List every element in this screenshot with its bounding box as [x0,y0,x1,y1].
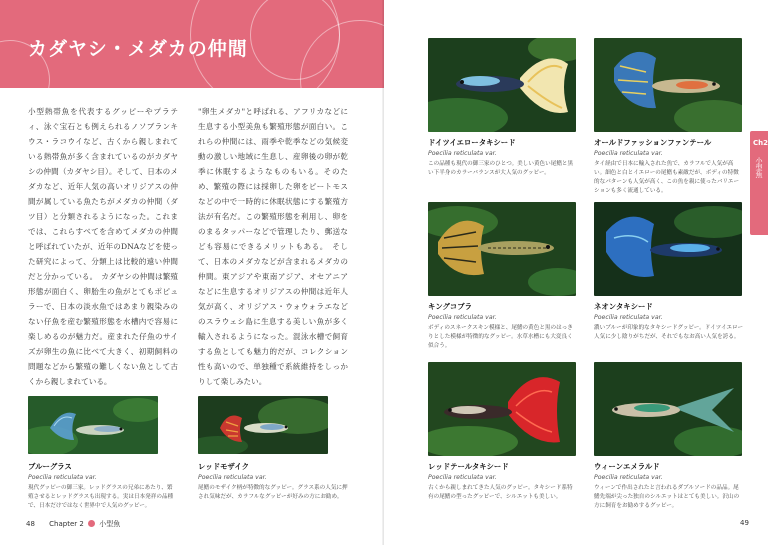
fish-name: ネオンタキシード [594,302,653,311]
right-page [384,0,768,545]
fish-name: ドイツイエロータキシード [428,138,516,147]
side-tab-number: Ch2 [753,139,768,147]
fish-name: レッドテールタキシード [428,462,509,471]
fish-photo-blue-grass [28,396,158,454]
page-number-right: 49 [740,519,749,527]
fish-photo-red-tail-tuxedo [428,362,576,456]
fish-description: 尾鰭のモザイク柄が特徴的なグッピー。グラス系の人気に押され気味だが、カラフルなグッピーが好みの方にお勧め。 [198,485,348,500]
footer-left [26,519,120,529]
fish-name: ブルーグラス [28,462,72,471]
fish-photo-neon-tuxedo [594,202,742,296]
fish-description: 古くから親しまれてきた人気のグッピー。タキシード系特有の尾鰭の型ったグッピーで、シルエットも美しい。 [428,485,573,500]
fish-scientific-name: Poecilia reticulata var. [428,474,497,481]
fish-description: 濃いブルーが印象的なタキシードグッピー。ドイツイエロー人気に少し陰りがちだが、それでもなお高い人気を誇る。 [594,325,744,340]
side-tab-label: 小型魚 [755,157,763,178]
fish-description: タイ経由で日本に輸入された魚で、カラフルで人気が高い。細色と白とイエローの尾鰭も素敵だが、ボディの特徴的なパターンも人気が高く、この魚を親に使ったバリエーションも多く流通している。 [594,161,740,194]
fish-photo-german-yellow-tuxedo [428,38,576,132]
fish-name: オールドファッションファンテール [594,138,712,147]
chapter-banner [0,0,384,88]
fish-scientific-name: Poecilia reticulata var. [594,314,663,321]
fish-caption-king-cobra [428,301,578,351]
chapter-dot-icon [88,520,95,527]
fish-description: 現代グッピーの御三家。レッドグラスの兄弟にあたり、繁殖させるとレッドグラスも出現する。実は日本発祥の品種で、日本だけではなく世界中で人気のグッピー。 [28,485,174,509]
fish-caption-vienna-emerald [594,461,744,511]
body-text-column-1: 小型熱帯魚を代表するグッピーやプラティ、泳ぐ宝石とも例えられるノソブランキウス・ラコウイなど、古くから親しまれている熱帯魚が多く含まれているのがカダヤシの仲間（カダヤシ目）。そして、日本のメダカなど、近年人気の高いオリジアスの仲間が属している魚たちがメダカの仲間（ダツ目）と分類されるようになった。これまでは、これらすべてを含めてメダカの仲間と呼ばれていたが、近年のDNAなどを使った研究によって、分類上は比較的遠い仲間だと分かっている。 カダヤシの仲間は繁殖形態が面白く、卵胎生の魚がとてもポピュラーで、日本の淡水魚ではあまり親染みのない仔魚を産む繁殖形態を水槽内で容易に楽しめるのが魅力だ。産まれた仔魚のサイズが卵生の魚に比べて大きく、初期飼料の問題などから繁殖の難しくない魚として古くから親しまれている。 [28,107,178,386]
fish-scientific-name: Poecilia reticulata var. [428,150,497,157]
fish-photo-old-fashion-fantail [594,38,742,132]
fish-caption-red-mosaic [198,461,348,502]
chapter-side-tab [750,131,768,235]
page-number: 48 [26,520,35,528]
fish-scientific-name: Poecilia reticulata var. [428,314,497,321]
fish-name: キングコブラ [428,302,472,311]
fish-photo-red-mosaic [198,396,328,454]
fish-caption-red-tail-tuxedo [428,461,578,502]
chapter-name: 小型魚 [99,520,121,528]
fish-photo-vienna-emerald [594,362,742,456]
chapter-label: Chapter 2 [49,520,84,528]
fish-description: ウィーンで作出されたと言われるダブルソードの品品。尾鰭先端が尖った独自のシルエットはとても美しい。沢山の方に飼育をお勧めするグッピー。 [594,485,740,509]
body-text-column-2: "卵生メダカ"と呼ばれる、アフリカなどに生息する小型美魚も繁殖形態が面白い。これらの仲間には、雨季や乾季などの気候変動の激しい地域に生息し、産卵後の卵が乾季に休眠するようなものもいる。そのため、繁殖の際には採卵した卵をピートモスなどの中で一時的に休眠状態にする繁殖方法が有名だ。この繁殖形態を利用し、卵をのまるタッパーなどで管理したり、郵送なども容易にできるメリットもある。 そして、日本のメダカなどが含まれるメダカの仲間。東アジアや東南アジア、オセアニアなどに生息するオリジアスの仲間は近年人気が高く、オリジアス・ウォウォラエなどのスラウェシ島に生息する美しい魚が多く輸入されるようになった。混泳水槽で飼育する魚としても魅力的だが、コレクション性も高いので、単独種で系統維持をしっかりして楽しみたい。 [198,107,348,386]
fish-caption-german-yellow-tuxedo [428,137,578,178]
fish-description: ボディのスネークスキン模様と、尾鰭の黄色と黒のはっきりとした模様が特徴的なグッピー。水草水槽にも大変良く似合う。 [428,325,573,349]
fish-caption-blue-grass [28,461,178,511]
fish-caption-neon-tuxedo [594,301,744,342]
page-title: カダヤシ・メダカの仲間 [28,38,248,60]
fish-name: レッドモザイク [198,462,249,471]
fish-scientific-name: Poecilia reticulata var. [28,474,97,481]
fish-description: この品種も現代の御三家のひとつ。美しい黄色い尾鰭と黒い下半身のカラーバランスが大人気のグッピー。 [428,161,574,176]
fish-scientific-name: Poecilia reticulata var. [594,474,663,481]
fish-scientific-name: Poecilia reticulata var. [198,474,267,481]
fish-photo-king-cobra [428,202,576,296]
fish-scientific-name: Poecilia reticulata var. [594,150,663,157]
fish-caption-old-fashion-fantail [594,137,744,196]
fish-name: ウィーンエメラルド [594,462,660,471]
